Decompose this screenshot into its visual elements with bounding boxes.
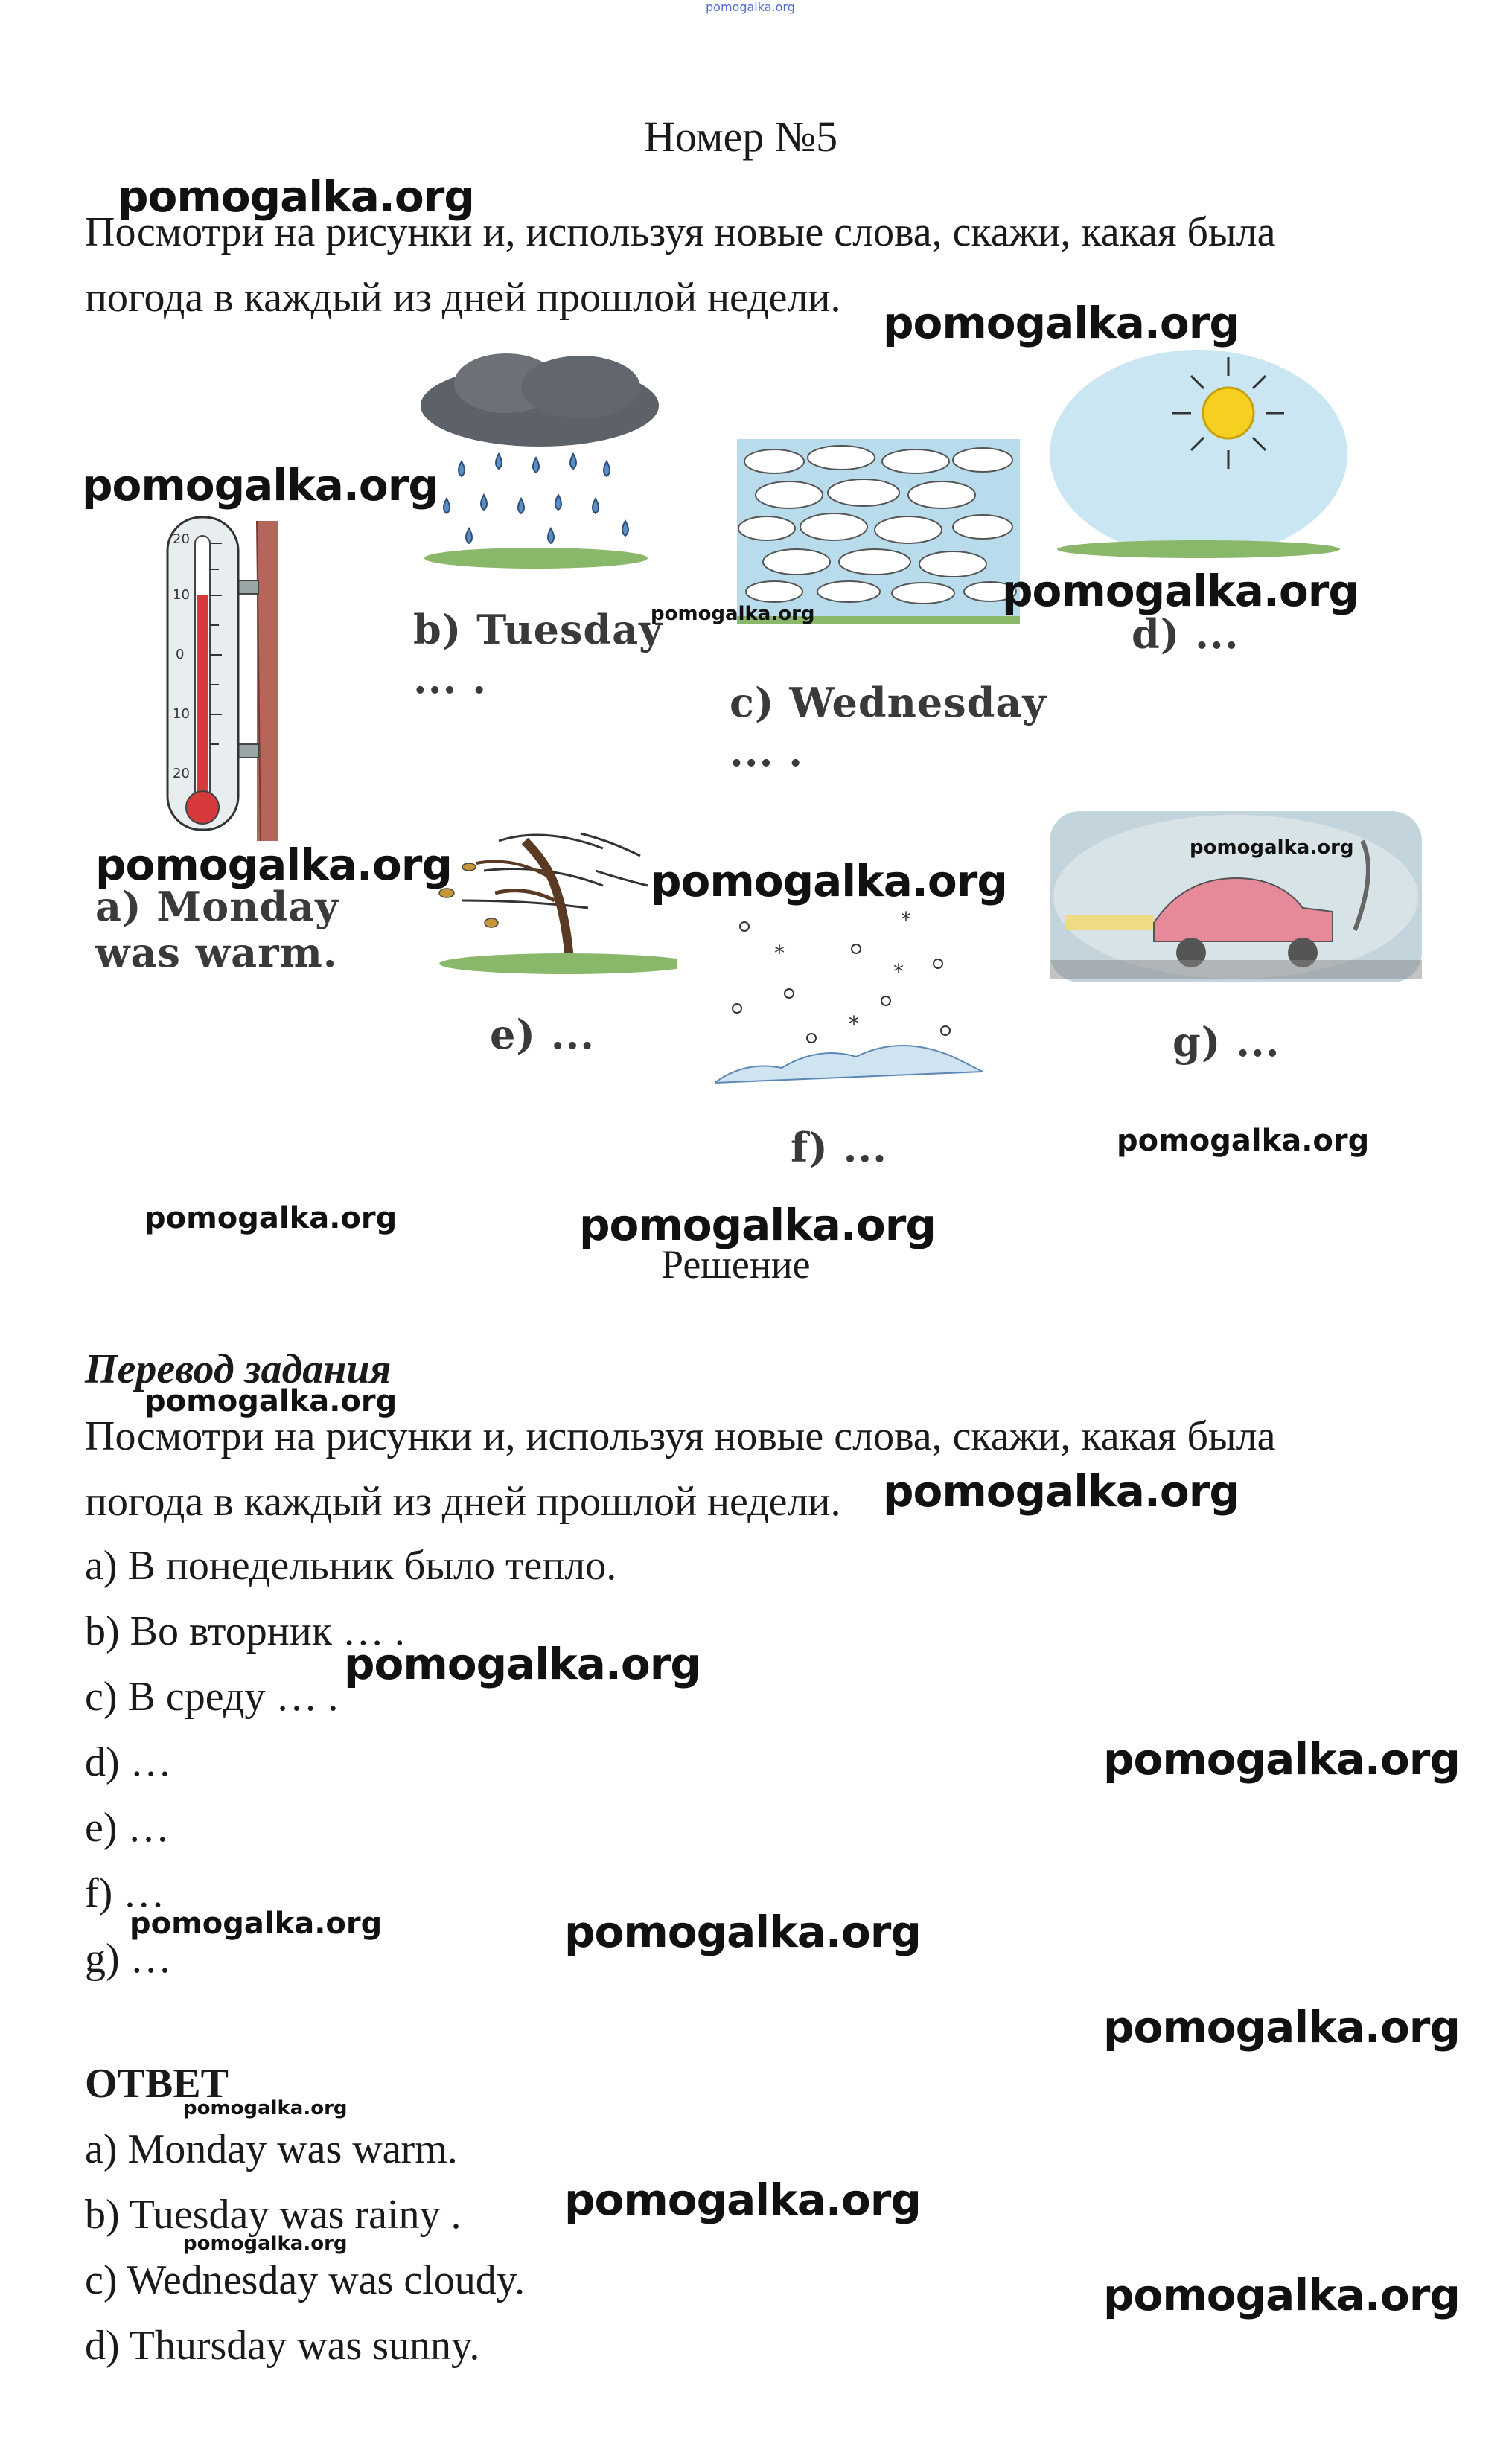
svg-text:20: 20 bbox=[173, 766, 190, 781]
translation-item: g) … bbox=[85, 1936, 172, 1982]
watermark: pomogalka.org bbox=[82, 460, 438, 511]
page-title: Номер №5 bbox=[644, 112, 838, 161]
watermark: pomogalka.org bbox=[564, 1907, 921, 1957]
watermark: pomogalka.org bbox=[130, 1907, 383, 1941]
solution-title: Решение bbox=[661, 1242, 811, 1287]
translation-item: d) … bbox=[85, 1739, 172, 1785]
picture-f-label: f) ... bbox=[791, 1124, 887, 1171]
watermark: pomogalka.org bbox=[183, 2233, 348, 2255]
sun-picture bbox=[1050, 342, 1347, 566]
snow-picture bbox=[715, 904, 983, 1098]
watermark: pomogalka.org bbox=[183, 2097, 348, 2119]
svg-text:*: * bbox=[893, 959, 904, 984]
watermark: pomogalka.org bbox=[344, 1639, 701, 1689]
watermark: pomogalka.org bbox=[883, 1466, 1239, 1517]
translation-item: e) … bbox=[85, 1805, 170, 1851]
svg-text:20: 20 bbox=[173, 531, 190, 547]
picture-a-label-1: a) Monday bbox=[95, 883, 339, 930]
watermark: pomogalka.org bbox=[1103, 1734, 1460, 1785]
picture-e-label: e) ... bbox=[490, 1011, 596, 1058]
answer-item: d) Thursday was sunny. bbox=[85, 2323, 480, 2369]
watermark: pomogalka.org bbox=[95, 839, 452, 890]
watermark: pomogalka.org bbox=[579, 1200, 936, 1250]
translation-line-2: погода в каждый из дней прошлой недели. bbox=[85, 1479, 841, 1525]
translation-title: Перевод задания bbox=[85, 1346, 392, 1392]
svg-text:*: * bbox=[849, 1011, 859, 1036]
answer-item: b) Tuesday was rainy . bbox=[85, 2192, 462, 2238]
picture-a-label-2: was warm. bbox=[95, 929, 338, 976]
picture-b-label-2: ... . bbox=[413, 655, 487, 703]
translation-item: f) … bbox=[85, 1870, 165, 1916]
task-line-2: погода в каждый из дней прошлой недели. bbox=[85, 275, 841, 321]
top-watermark: pomogalka.org bbox=[706, 0, 795, 14]
svg-text:*: * bbox=[774, 941, 785, 965]
watermark: pomogalka.org bbox=[144, 1201, 398, 1235]
watermark: pomogalka.org bbox=[118, 171, 474, 222]
picture-c-label-1: c) Wednesday bbox=[730, 679, 1047, 726]
watermark: pomogalka.org bbox=[1103, 2002, 1460, 2052]
svg-text:*: * bbox=[901, 907, 911, 932]
rain-cloud-picture bbox=[417, 350, 663, 573]
svg-text:10: 10 bbox=[173, 587, 190, 603]
watermark: pomogalka.org bbox=[1117, 1124, 1370, 1158]
watermark: pomogalka.org bbox=[1190, 836, 1354, 859]
task-line-1: Посмотри на рисунки и, используя новые слова, скажи, какая была bbox=[85, 209, 1276, 255]
watermark: pomogalka.org bbox=[1103, 2270, 1460, 2320]
picture-b-label-1: b) Tuesday bbox=[413, 606, 663, 653]
watermark: pomogalka.org bbox=[1002, 566, 1359, 616]
picture-c-label-2: ... . bbox=[730, 728, 803, 775]
watermark: pomogalka.org bbox=[564, 2175, 921, 2225]
picture-d-label: d) ... bbox=[1132, 610, 1239, 658]
picture-g-label: g) ... bbox=[1172, 1018, 1280, 1066]
watermark: pomogalka.org bbox=[651, 856, 1007, 906]
translation-line-1: Посмотри на рисунки и, используя новые слова, скажи, какая была bbox=[85, 1413, 1276, 1459]
answer-title: ОТВЕТ bbox=[85, 2061, 229, 2107]
translation-item: a) В понедельник было тепло. bbox=[85, 1543, 617, 1589]
translation-item: c) В среду … . bbox=[85, 1674, 339, 1720]
svg-text:0: 0 bbox=[176, 647, 185, 662]
translation-item: b) Во вторник … . bbox=[85, 1608, 405, 1654]
answer-item: c) Wednesday was cloudy. bbox=[85, 2257, 526, 2303]
watermark: pomogalka.org bbox=[883, 298, 1239, 348]
watermark: pomogalka.org bbox=[651, 603, 815, 625]
watermark: pomogalka.org bbox=[144, 1384, 398, 1418]
answer-item: a) Monday was warm. bbox=[85, 2126, 458, 2172]
svg-text:10: 10 bbox=[173, 706, 190, 722]
wind-picture bbox=[432, 811, 677, 975]
thermometer-picture bbox=[156, 513, 283, 848]
